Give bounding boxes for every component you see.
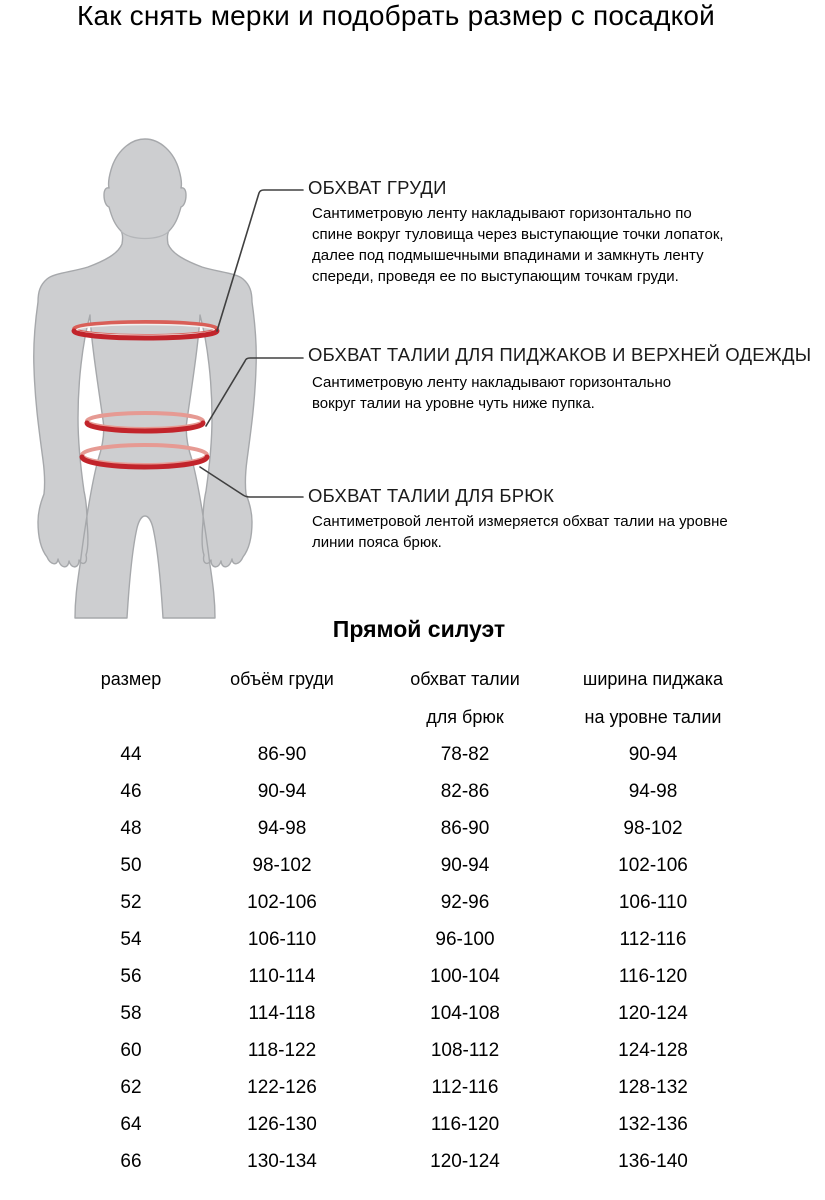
column-header	[382, 660, 548, 736]
jacket-width-cell: 106-110	[618, 892, 688, 913]
size-cell: 48	[120, 818, 142, 839]
table-title: Прямой силуэт	[332, 616, 506, 642]
column-header-line2	[182, 698, 382, 736]
waist-cell: 104-108	[430, 1003, 500, 1024]
jacket-width-cell: 90-94	[628, 744, 678, 765]
chest-cell: 86-90	[257, 744, 307, 765]
column-header-line1: размер	[100, 669, 162, 689]
section-waist-trousers-heading	[308, 485, 554, 507]
chest-cell: 98-102	[252, 855, 312, 876]
waist-cell: 112-116	[431, 1077, 499, 1098]
section-title: ОБХВАТ ГРУДИ	[308, 177, 447, 198]
size-cell: 56	[120, 966, 142, 987]
body-line: далее под подмышечными впадинами и замкнуть ленту	[312, 247, 704, 264]
waist-cell: 82-86	[440, 781, 490, 802]
chest-cell: 118-122	[247, 1040, 317, 1061]
chest-cell: 130-134	[247, 1151, 317, 1172]
chest-cell: 94-98	[257, 818, 307, 839]
column-header-line2: для брюк	[426, 707, 504, 727]
chest-cell: 102-106	[247, 892, 317, 913]
column-header	[548, 660, 758, 736]
waist-cell: 100-104	[430, 966, 500, 987]
chest-cell: 90-94	[257, 781, 307, 802]
section-waist-jacket-heading	[308, 344, 811, 366]
size-table-header	[80, 660, 758, 736]
body-line: спине вокруг туловища через выступающие точки лопаток,	[312, 226, 724, 243]
size-cell: 44	[120, 744, 142, 765]
size-cell: 64	[120, 1114, 142, 1135]
waist-cell: 92-96	[440, 892, 490, 913]
jacket-width-cell: 132-136	[618, 1114, 688, 1135]
page-title: Как снять мерки и подобрать размер с посадкой	[76, 0, 716, 31]
section-chest-body	[312, 203, 724, 287]
waist-cell: 90-94	[440, 855, 490, 876]
jacket-width-cell: 136-140	[618, 1151, 688, 1172]
waist-cell: 78-82	[440, 744, 490, 765]
body-line: Сантиметровую ленту накладывают горизонтально	[312, 374, 672, 391]
column-header-line1: обхват талии	[410, 669, 520, 689]
size-cell: 66	[120, 1151, 142, 1172]
jacket-width-cell: 94-98	[628, 781, 678, 802]
size-cell: 60	[120, 1040, 142, 1061]
body-line: спереди, проведя ее по выступающим точкам груди.	[312, 268, 679, 285]
jacket-width-cell: 112-116	[619, 929, 687, 950]
jacket-width-cell: 116-120	[618, 966, 688, 987]
size-cell: 62	[120, 1077, 142, 1098]
column-header-line2	[80, 698, 182, 736]
waist-cell: 86-90	[440, 818, 490, 839]
chest-cell: 110-114	[248, 966, 316, 987]
jacket-width-cell: 98-102	[623, 818, 683, 839]
body-line: Сантиметровой лентой измеряется обхват талии на уровне	[312, 513, 728, 530]
jacket-width-cell: 124-128	[618, 1040, 688, 1061]
column-header	[182, 660, 382, 736]
chest-cell: 126-130	[247, 1114, 317, 1135]
waist-cell: 116-120	[430, 1114, 500, 1135]
size-cell: 54	[120, 929, 142, 950]
jacket-width-cell: 128-132	[618, 1077, 688, 1098]
column-header-line2: на уровне талии	[584, 707, 722, 727]
section-waist-jacket-body	[312, 372, 671, 414]
size-cell: 52	[120, 892, 142, 913]
waist-cell: 96-100	[435, 929, 495, 950]
body-line: вокруг талии на уровне чуть ниже пупка.	[312, 395, 595, 412]
column-header-line1: объём груди	[230, 669, 334, 689]
male-silhouette	[34, 139, 257, 618]
waist-cell: 120-124	[430, 1151, 500, 1172]
body-line: линии пояса брюк.	[312, 534, 442, 551]
size-cell: 50	[120, 855, 142, 876]
waist-cell: 108-112	[430, 1040, 500, 1061]
chest-cell: 114-118	[248, 1003, 316, 1024]
column-header-line1: ширина пиджака	[582, 669, 724, 689]
size-table	[80, 736, 758, 1180]
column-header	[80, 660, 182, 736]
jacket-width-cell: 102-106	[618, 855, 688, 876]
section-waist-trousers-body	[312, 511, 728, 553]
chest-cell: 122-126	[247, 1077, 317, 1098]
size-cell: 46	[120, 781, 142, 802]
jacket-width-cell: 120-124	[618, 1003, 688, 1024]
section-title: ОБХВАТ ТАЛИИ ДЛЯ БРЮК	[308, 485, 555, 506]
section-chest-heading	[308, 177, 447, 199]
section-title: ОБХВАТ ТАЛИИ ДЛЯ ПИДЖАКОВ И ВЕРХНЕЙ ОДЕЖДЫ	[308, 344, 812, 365]
body-line: Сантиметровую ленту накладывают горизонтально по	[312, 205, 692, 222]
size-cell: 58	[120, 1003, 142, 1024]
chest-cell: 106-110	[247, 929, 317, 950]
